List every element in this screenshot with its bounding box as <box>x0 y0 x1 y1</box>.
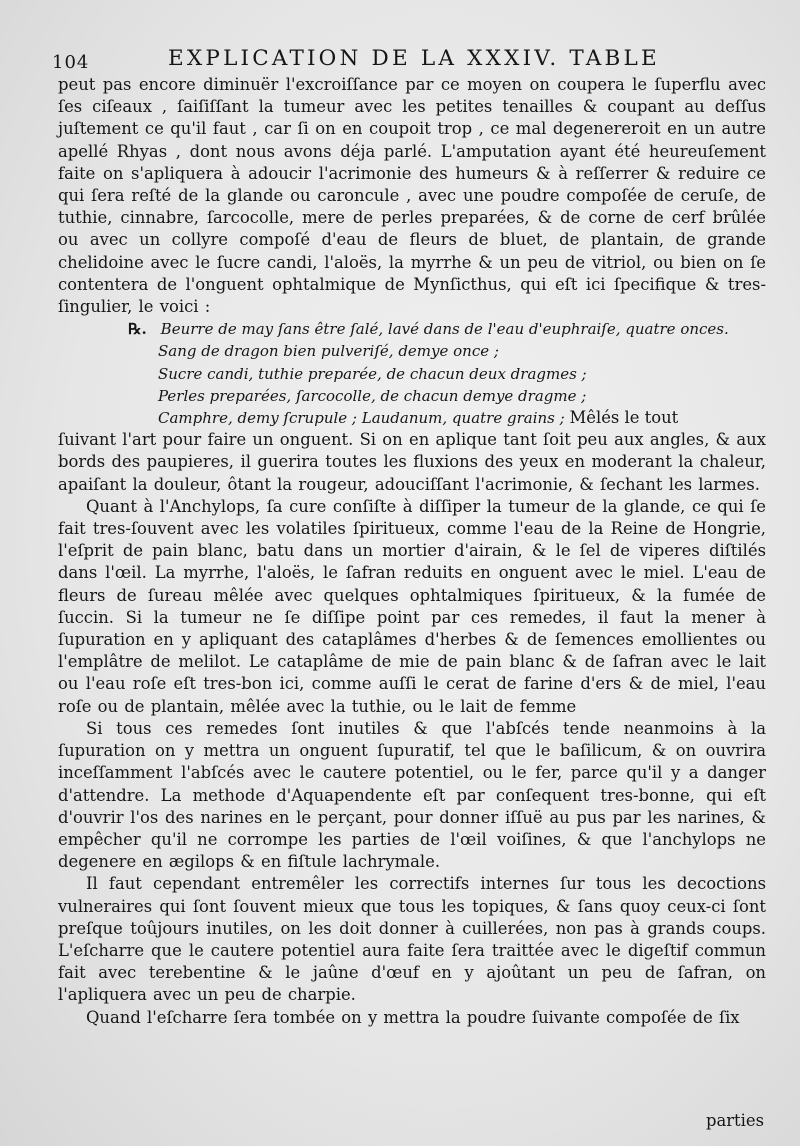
recipe-line-3: Sucre candi, tuthie preparée, de chacun deux dragmes ; <box>158 364 587 383</box>
recipe-line-2: Sang de dragon bien pulveriſé, demye once ; <box>158 342 499 361</box>
catchword: parties <box>705 1111 764 1130</box>
page-number: 104 <box>52 52 90 73</box>
paragraph-4: Si tous ces remedes ſont inutiles & que l'abſcés tende neanmoins à la ſupuration on y mettra un onguent ſupuratif, tel que le baſilicum, & on ouvrira inceſſamment l'abſcés avec le cautere potentiel, ou le fer, parce qu'il y a danger d'attendre. La methode d'Aquapendente eſt par conſequent tres-bonne, qui eſt d'ouvrir l'os des narines en le perçant, pour donner iſſuë au pus par les narines, & empêcher qu'il ne corrompe les parties de l'œil voiſines, & que l'anchylops ne degenere en ægilops & en fiſtule lachrymale. <box>58 718 766 872</box>
paragraph-1: peut pas encore diminuër l'excroiſſance par ce moyen on coupera le ſuperflu avec ſes ciſeaux , ſaiſiſſant la tumeur avec les petites tenailles & coupant au deſſus juſtement ce qu'il faut , car ſi on en coupoit trop , ce mal degenereroit en un autre apellé Rhyas , dont nous avons déja parlé. L'amputation ayant été heureuſement faite on s'apliquera à adoucir l'acrimonie des humeurs & à reſſerrer & reduire ce qui ſera reſté de la glande ou caroncule , avec une poudre compoſée de ceruſe, de tuthie, cinnabre, ſarcocolle, mere de perles preparées, & de corne de cerf brûlée ou avec un collyre compoſé d'eau de fleurs de bluet, de plantain, de grande chelidoine avec le ſucre candi, l'aloës, la myrrhe & un peu de vitriol, ou bien on ſe contentera de l'onguent ophtalmique de Mynſicthus, qui eſt ici ſpecifique & tres-ſingulier, le voici : <box>58 75 766 317</box>
recipe-line-text: Camphre, demy ſcrupule ; Laudanum, quatre grains ; <box>158 409 565 428</box>
recipe-line-4: Perles preparées, ſarcocolle, de chacun demye dragme ; <box>158 386 587 405</box>
paragraph-2: ſuivant l'art pour faire un onguent. Si on en aplique tant ſoit peu aux angles, & aux bords des paupieres, il guerira toutes les fluxions des yeux en moderant la chaleur, apaiſant la douleur, ôtant la rougeur, adouciſſant l'acrimonie, & ſechant les larmes. <box>58 430 766 494</box>
paragraph-3: Quant à l'Anchylops, ſa cure conſiſte à diſſiper la tumeur de la glande, ce qui ſe fait tres-ſouvent avec les volatiles ſpiritueux, comme l'eau de la Reine de Hongrie, l'eſprit de pain blanc, batu dans un mortier d'airain, & le ſel de viperes diſtilés dans l'œil. La myrrhe, l'aloës, le ſafran reduits en onguent avec le miel. L'eau de fleurs de ſureau mêlée avec quelques ophtalmiques ſpiritueux, & la fumée de ſuccin. Si la tumeur ne ſe diſſipe point par ces remedes, il faut la mener à ſupuration en y apliquant des cataplâmes d'herbes & de ſemences emollientes ou l'emplâtre de melilot. Le cataplâme de mie de pain blanc & de ſafran avec le lait ou l'eau roſe eſt tres-bon ici, comme auſſi le cerat de farine d'ers & de miel, l'eau roſe ou de plantain, mêlée avec la tuthie, ou le lait de femme <box>58 496 766 716</box>
recipe-tail: Mêlés le tout <box>569 408 679 428</box>
recipe-line-text: Beurre de may ſans être ſalé, lavé dans de l'eau d'euphraiſe, quatre onces. <box>160 320 729 339</box>
paragraph-5: Il faut cependant entremêler les correctifs internes ſur tous les decoctions vulneraires qui ſont ſouvent mieux que tous les topiques, & ſans quoy ceux-ci ſont preſque toûjours inutiles, on les doit donner à cuillerées, non pas à grands coups. L'eſcharre que le cautere potentiel aura faite ſera traittée avec le digeſtif commun fait avec terebentine & le jaûne d'œuf en y ajoûtant un peu de ſafran, on l'apliquera avec un peu de charpie. <box>58 874 766 1005</box>
recipe-line-1 <box>128 318 766 340</box>
recipe-block <box>128 318 766 429</box>
recipe-symbol: ℞. <box>128 320 147 339</box>
paragraph-6: Quand l'eſcharre ſera tombée on y mettra la poudre ſuivante compoſée de ſix <box>86 1007 740 1027</box>
running-title: EXPLICATION DE LA XXXIV. TABLE <box>168 46 660 71</box>
recipe-line-5 <box>158 407 766 429</box>
page-header <box>52 46 766 74</box>
